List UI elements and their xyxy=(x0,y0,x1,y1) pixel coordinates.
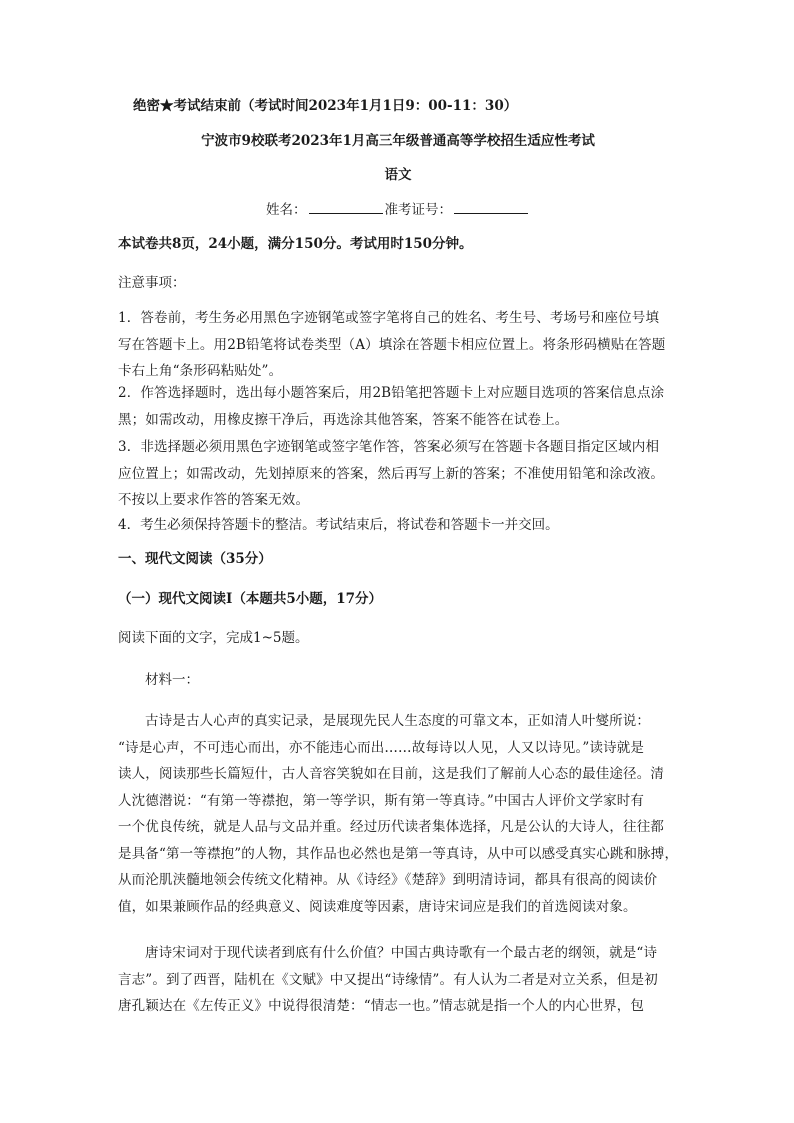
paragraph-line: 是具备“第一等襟抱”的人物，其作品也必然也是第一等真诗，从中可以感受真实心跳和脉搏， xyxy=(118,845,679,862)
paragraph-line: 古诗是古人心声的真实记录，是展现先民人生态度的可靠文本，正如清人叶燮所说： xyxy=(145,713,651,729)
id-blank xyxy=(454,200,528,214)
confidential-line: 绝密★考试结束前（考试时间2023年1月1日9：00-11：30） xyxy=(133,98,518,114)
name-label: 姓名： xyxy=(266,202,307,218)
paragraph-line: 唐诗宋词对于现代读者到底有什么价值？中国古典诗歌有一个最古老的纲领，就是“诗 xyxy=(145,945,658,961)
subsection-title: （一）现代文阅读Ⅰ（本题共5小题，17分） xyxy=(118,591,382,607)
notice-item-3-line: 应位置上；如需改动，先划掉原来的答案，然后再写上新的答案；不准使用铅笔和涂改液。 xyxy=(118,465,664,482)
notice-item-1-line: 写在答题卡上。用2B铅笔将试卷类型（A）填涂在答题卡相应位置上。将条形码横贴在答题 xyxy=(118,336,666,353)
paragraph-line: 一个优良传统，就是人品与文品并重。经过历代读者集体选择，凡是公认的大诗人，往往都 xyxy=(118,819,664,835)
reading-instruction: 阅读下面的文字，完成1~5题。 xyxy=(118,630,309,646)
exam-summary: 本试卷共8页，24小题，满分150分。考试用时150分钟。 xyxy=(118,236,473,252)
notice-item-1 xyxy=(118,305,678,385)
notice-item-3 xyxy=(118,434,678,514)
notice-item-1-line: 1．答卷前，考生务必用黑色字迹钢笔或签字笔将自己的姓名、考生号、考场号和座位号填 xyxy=(118,310,660,326)
notice-item-2-line: 黑；如需改动，用橡皮擦干净后，再选涂其他答案，答案不能答在试卷上。 xyxy=(118,411,569,428)
id-label: 准考证号： xyxy=(384,202,452,218)
material-paragraph-1 xyxy=(118,708,678,920)
paragraph-line: 人沈德潜说：“有第一等襟抱，第一等学识，斯有第一等真诗。”中国古人评价文学家时有 xyxy=(118,792,645,809)
paragraph-line: 言志”。到了西晋，陆机在《文赋》中又提出“诗缘情”。有人认为二者是对立关系，但是初 xyxy=(118,971,658,988)
subject-title: 语文 xyxy=(384,167,412,183)
notice-item-1-line: 卡右上角“条形码粘贴处”。 xyxy=(118,363,283,379)
section-title: 一、现代文阅读（35分） xyxy=(118,551,272,567)
notice-item-4: 4．考生必须保持答题卡的整洁。考试结束后，将试卷和答题卡一并交回。 xyxy=(118,517,559,533)
notice-item-3-line: 3．非选择题必须用黑色字迹钢笔或签字笔作答，答案必须写在答题卡各题目指定区域内相 xyxy=(118,439,660,455)
notice-item-2-line: 2．作答选择题时，选出每小题答案后，用2B铅笔把答题卡上对应题目选项的答案信息点涂 xyxy=(118,385,665,401)
material-label: 材料一： xyxy=(145,672,199,688)
notice-item-3-line: 不按以上要求作答的答案无效。 xyxy=(118,492,310,508)
exam-title: 宁波市9校联考2023年1月高三年级普通高等学校招生适应性考试 xyxy=(201,133,595,149)
notice-title: 注意事项： xyxy=(118,275,186,291)
paragraph-line: 从而沦肌浃髓地领会传统文化精神。从《诗经》《楚辞》到明清诗词，都具有很高的阅读价 xyxy=(118,872,658,888)
paragraph-line: “诗是心声，不可违心而出，亦不能违心而出……故每诗以人见，人又以诗见。”读诗就是 xyxy=(118,739,645,756)
paragraph-line: 读人，阅读那些长篇短什，古人音容笑貌如在目前，这是我们了解前人心态的最佳途径。清 xyxy=(118,766,664,782)
paragraph-line: 唐孔颖达在《左传正义》中说得很清楚：“情志一也。”情志就是指一个人的内心世界，包 xyxy=(118,998,645,1014)
name-blank xyxy=(309,200,383,214)
notice-item-2 xyxy=(118,380,678,433)
candidate-info xyxy=(118,200,678,220)
material-paragraph-2 xyxy=(118,940,678,1020)
paragraph-line: 值，如果兼顾作品的经典意义、阅读难度等因素，唐诗宋词应是我们的首选阅读对象。 xyxy=(118,898,637,915)
